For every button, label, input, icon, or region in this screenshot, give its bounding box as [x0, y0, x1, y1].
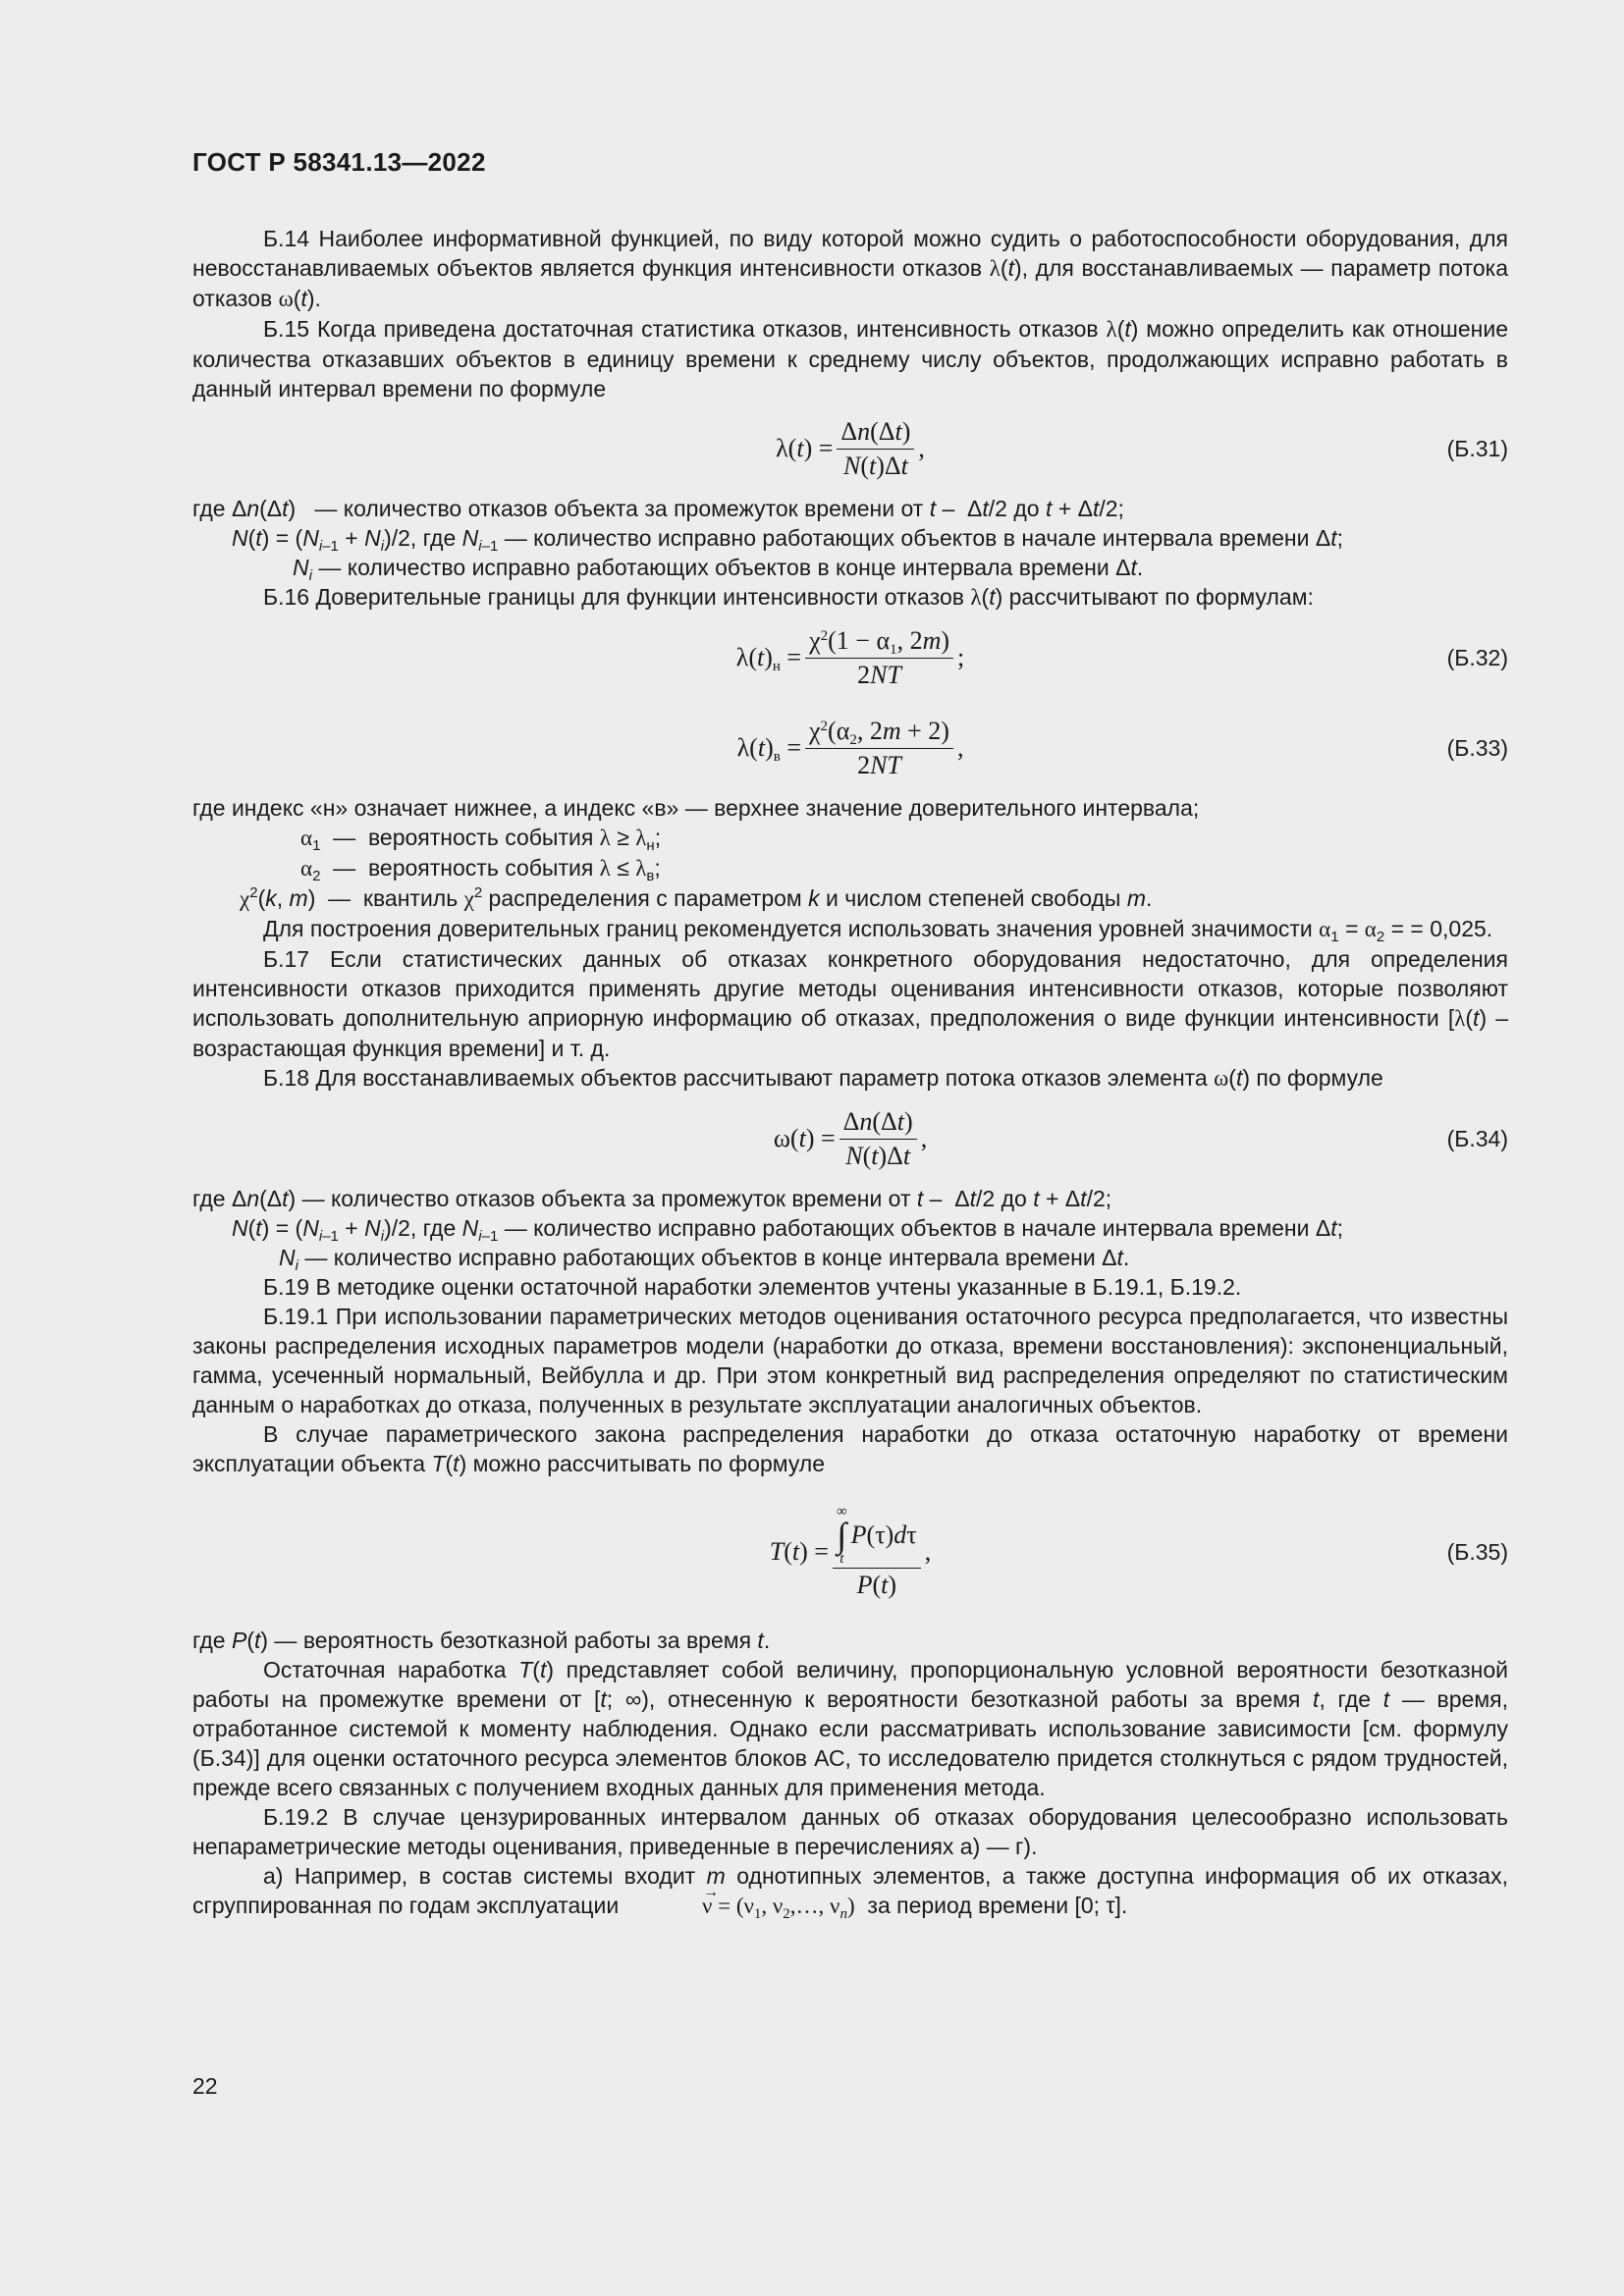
- definition-n-i-2: $N_i$ — количество исправно работающих объектов в конце интервала времени Δt.: [279, 1245, 1130, 1274]
- paragraph-b15: Б.15 Когда приведена достаточная статистика отказов, интенсивность отказов λ(t) можно определить как отношение количества отказавших объектов в единицу времени к среднему числу объектов, продолжающих исправно работать в данный интервал времени по формуле: [192, 316, 1508, 401]
- definition-delta-n: где Δn(Δt) — количество отказов объекта за промежуток времени от t – Δt/2 до t + Δt/2;: [192, 496, 1124, 521]
- paragraph-b16: Б.16 Доверительные границы для функции интенсивности отказов λ(t) рассчитывают по формулам:: [263, 584, 1314, 610]
- definition-n-t: $N(t) = (N_{i-1} + N_i)/2$, где $N_{i-1}$ — количество исправно работающих объектов в начале интервала времени Δt;: [232, 525, 1344, 555]
- definition-chi2: $\chi^2(k$, m) — квантиль $\chi^2$ распределения с параметром k и числом степеней свободы m.: [240, 884, 1153, 911]
- formula-number: (Б.35): [1446, 1539, 1508, 1565]
- definition-n-i: $N_i$ — количество исправно работающих объектов в конце интервала времени Δt.: [293, 555, 1144, 584]
- definition-alpha1: $\alpha_1$ — вероятность события $\lambda \ge \lambda_н$;: [300, 825, 662, 854]
- formula-number: (Б.32): [1446, 645, 1508, 670]
- paragraph-b19: Б.19 В методике оценки остаточной наработки элементов учтены указанные в Б.19.1, Б.19.2.: [263, 1274, 1242, 1300]
- paragraph-parametric: В случае параметрического закона распределения наработки до отказа остаточную наработку от времени эксплуатации объекта T(t) можно рассчитывать по формуле: [192, 1421, 1508, 1476]
- paragraph-residual: Остаточная наработка T(t) представляет собой величину, пропорциональную условной вероятности безотказной работы на промежутке времени от [t; ∞), отнесенную к вероятности безотказной работы за время t, где t — время, отработанное системой к моменту наблюдения. Однако если рассматривать использование зависимости [см. формулу (Б.34)] для оценки остаточного ресурса элементов блоков АС, то исследователю придется столкнуться с рядом трудностей, прежде всего связанных с получением входных данных для применения метода.: [192, 1657, 1509, 1800]
- definition-index: где индекс «н» означает нижнее, а индекс «в» — верхнее значение доверительного интервала;: [192, 795, 1200, 821]
- formula-b32: $\lambda(t)_н$ = $\frac{\chi^2(1 - \alpha_1, 2m)}{2NT}$ ; (Б.32): [735, 625, 1508, 689]
- paragraph-b14: Б.14 Наиболее информативной функцией, по виду которой можно судить о работоспособности оборудования, для невосстанавливаемых объектов является функция интенсивности отказов λ(t), для восстанавливаемых — параметр потока отказов ω(t).: [192, 226, 1508, 311]
- formula-b35: T(t) = ∞ ∫ t P (τ) d τ P(t) , (Б.35): [769, 1503, 1508, 1599]
- paragraph-confidence: Для построения доверительных границ рекомендуется использовать значения уровней значимости $\alpha_1 = \alpha_2$ = = 0,025.: [263, 916, 1493, 945]
- definition-delta-n-2: где Δn(Δt) — количество отказов объекта за промежуток времени от t – Δt/2 до t + Δt/2;: [192, 1186, 1112, 1211]
- paragraph-b18: Б.18 Для восстанавливаемых объектов рассчитывают параметр потока отказов элемента ω(t) по формуле: [263, 1065, 1383, 1091]
- document-body: [192, 224, 1508, 1921]
- paragraph-b19-2: Б.19.2 В случае цензурированных интервалом данных об отказах оборудования целесообразно использовать непараметрические методы оценивания, приведенные в перечислениях а) — г).: [192, 1804, 1508, 1859]
- paragraph-b17: Б.17 Если статистических данных об отказах конкретного оборудования недостаточно, для определения интенсивности отказов приходится применять другие методы оценивания интенсивности отказов, которые позволяют использовать дополнительную априорную информацию об отказах, предположения о виде функции интенсивности [λ(t) – возрастающая функция времени] и т. д.: [192, 946, 1508, 1061]
- formula-number: (Б.33): [1446, 735, 1508, 761]
- formula-b34: ω(t) = $\frac{\Delta n(\Delta t)}{N(t)\Delta t}$ , (Б.34): [773, 1106, 1508, 1170]
- paragraph-item-a: а) Например, в состав системы входит m однотипных элементов, а также доступна информация об их отказах, сгруппированная по годам эксплуатации ν → = ($\nu_1$, $\nu_2,\dots$, $\nu_n$) за период времени [0; τ].: [192, 1863, 1508, 1922]
- definition-p-t: где P(t) — вероятность безотказной работы за время t.: [192, 1628, 771, 1653]
- definition-alpha2: $\alpha_2$ — вероятность события $\lambda \le \lambda_в$;: [300, 855, 661, 884]
- formula-b31: λ(t) = $\frac{\Delta n(\Delta t)}{N(t)\Delta t}$ , (Б.31): [776, 416, 1508, 480]
- formula-number: (Б.31): [1446, 436, 1508, 461]
- definition-n-t-2: $N(t) = (N_{i-1} + N_i)/2$, где $N_{i-1}$ — количество исправно работающих объектов в начале интервала времени Δt;: [232, 1215, 1344, 1245]
- formula-number: (Б.34): [1446, 1126, 1508, 1151]
- paragraph-b19-1: Б.19.1 При использовании параметрических методов оценивания остаточного ресурса предполагается, что известны законы распределения исходных параметров модели (наработки до отказа, времени восстановления): экспоненциальный, гамма, усеченный нормальный, Вейбулла и др. При этом конкретный вид распределения определяют по статистическим данным о наработках до отказа, полученных в результате эксплуатации аналогичных объектов.: [192, 1304, 1508, 1417]
- formula-b33: $\lambda(t)_в$ = $\frac{\chi^2(\alpha_2, 2m + 2)}{2NT}$ , (Б.33): [736, 716, 1508, 779]
- page-number: 22: [192, 2073, 218, 2099]
- document-number: ГОСТ Р 58341.13—2022: [192, 147, 486, 177]
